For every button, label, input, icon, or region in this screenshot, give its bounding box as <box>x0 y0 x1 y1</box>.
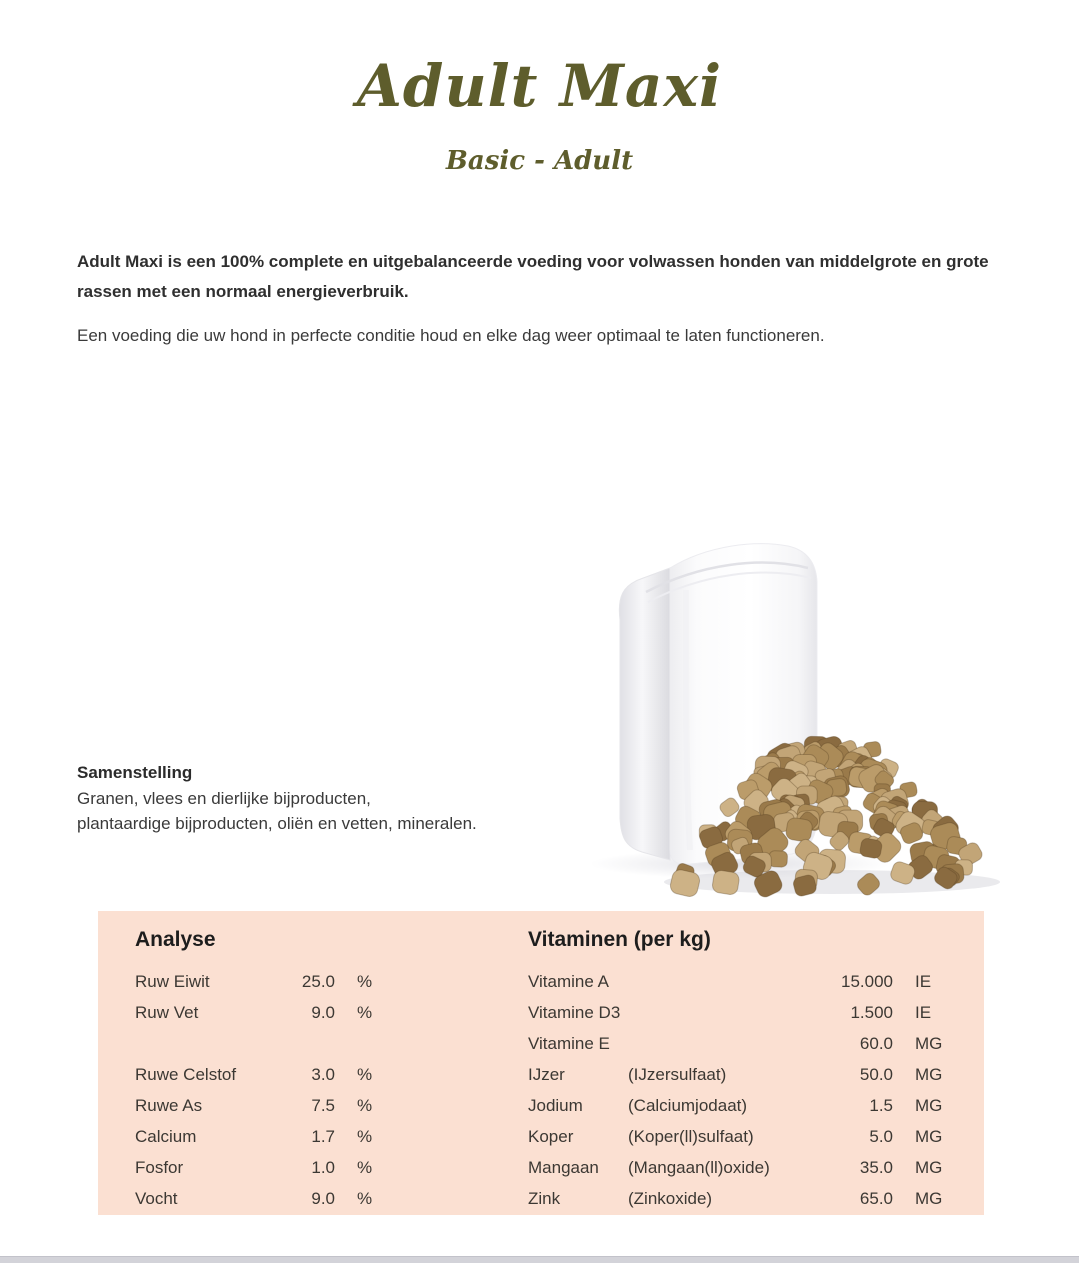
analysis-rows <box>135 966 385 1214</box>
row-label: Vitamine E <box>528 1033 610 1053</box>
intro-paragraph: Een voeding die uw hond in perfecte conditie houd en elke dag weer optimaal te laten functioneren. <box>77 326 825 345</box>
row-unit: MG <box>915 1095 943 1115</box>
table-row <box>528 1059 953 1090</box>
table-row <box>135 1183 385 1214</box>
row-label: Fosfor <box>135 1157 184 1177</box>
page-subtitle: Basic - Adult <box>445 146 634 176</box>
vitamins-table <box>528 928 953 1214</box>
vitamins-rows <box>528 966 953 1214</box>
intro-bold-paragraph <box>77 247 1007 307</box>
row-value: 1.5 <box>869 1095 893 1115</box>
row-label: Zink <box>528 1188 561 1208</box>
row-source: (Zinkoxide) <box>628 1188 713 1208</box>
row-source: (Calciumjodaat) <box>628 1095 748 1115</box>
row-unit: MG <box>915 1126 943 1146</box>
row-label: Mangaan <box>528 1157 599 1177</box>
row-unit: % <box>357 1064 373 1084</box>
vitamins-heading: Vitaminen (per kg) <box>528 928 711 951</box>
table-row <box>528 1152 953 1183</box>
row-label: Vitamine A <box>528 971 609 991</box>
row-unit: MG <box>915 1064 943 1084</box>
table-row <box>135 966 385 997</box>
row-value: 35.0 <box>859 1157 893 1177</box>
composition-section <box>77 760 557 837</box>
row-source: (IJzersulfaat) <box>628 1064 727 1084</box>
table-row-empty <box>135 1028 385 1059</box>
table-row <box>528 1121 953 1152</box>
row-label: IJzer <box>528 1064 565 1084</box>
row-unit: MG <box>915 1188 943 1208</box>
row-value: 60.0 <box>859 1033 893 1053</box>
row-value: 9.0 <box>311 1002 335 1022</box>
page-bottom-edge <box>0 1256 1079 1263</box>
table-row <box>135 1152 385 1183</box>
row-source: (Mangaan(ll)oxide) <box>628 1157 770 1177</box>
table-row <box>528 1090 953 1121</box>
composition-heading: Samenstelling <box>77 763 193 782</box>
row-value: 1.0 <box>311 1157 335 1177</box>
analysis-table <box>135 928 385 1214</box>
row-value: 65.0 <box>859 1188 893 1208</box>
table-row <box>528 966 953 997</box>
row-label: Ruwe Celstof <box>135 1064 237 1084</box>
row-value: 5.0 <box>869 1126 893 1146</box>
table-row <box>528 1183 953 1214</box>
row-value: 1.500 <box>850 1002 893 1022</box>
table-row <box>135 1121 385 1152</box>
row-unit: % <box>357 971 373 991</box>
row-label: Ruw Vet <box>135 1002 199 1022</box>
table-row <box>135 1059 385 1090</box>
page-title: Adult Maxi <box>356 52 723 120</box>
analysis-heading: Analyse <box>135 928 216 951</box>
row-unit: % <box>357 1126 373 1146</box>
intro-bold-line: Adult Maxi is een 100% complete en uitgebalanceerde voeding voor volwassen honden van middelgrote en grote <box>77 252 989 271</box>
nutrition-panel <box>98 911 984 1215</box>
row-value: 1.7 <box>311 1126 335 1146</box>
row-label: Calcium <box>135 1126 197 1146</box>
row-value: 50.0 <box>859 1064 893 1084</box>
row-unit: % <box>357 1095 373 1115</box>
row-unit: IE <box>915 1002 932 1022</box>
row-unit: MG <box>915 1033 943 1053</box>
row-label: Vocht <box>135 1188 178 1208</box>
composition-line: plantaardige bijproducten, oliën en vetten, mineralen. <box>77 814 477 833</box>
row-value: 15.000 <box>841 971 893 991</box>
row-unit: % <box>357 1002 373 1022</box>
row-unit: % <box>357 1188 373 1208</box>
row-label: Koper <box>528 1126 574 1146</box>
table-row <box>528 997 953 1028</box>
row-label: Vitamine D3 <box>528 1002 621 1022</box>
row-label: Jodium <box>528 1095 583 1115</box>
row-value: 7.5 <box>311 1095 335 1115</box>
row-value: 25.0 <box>301 971 335 991</box>
product-photo <box>590 520 1030 900</box>
row-value: 3.0 <box>311 1064 335 1084</box>
row-unit: IE <box>915 971 932 991</box>
row-label: Ruw Eiwit <box>135 971 210 991</box>
composition-line: Granen, vlees en dierlijke bijproducten, <box>77 788 371 808</box>
row-source: (Koper(ll)sulfaat) <box>628 1126 754 1146</box>
table-row <box>528 1028 953 1059</box>
table-row <box>135 1090 385 1121</box>
intro-bold-line: rassen met een normaal energieverbruik. <box>77 282 409 301</box>
row-label: Ruwe As <box>135 1095 203 1115</box>
row-unit: MG <box>915 1157 943 1177</box>
row-unit: % <box>357 1157 373 1177</box>
table-row <box>135 997 385 1028</box>
row-value: 9.0 <box>311 1188 335 1208</box>
